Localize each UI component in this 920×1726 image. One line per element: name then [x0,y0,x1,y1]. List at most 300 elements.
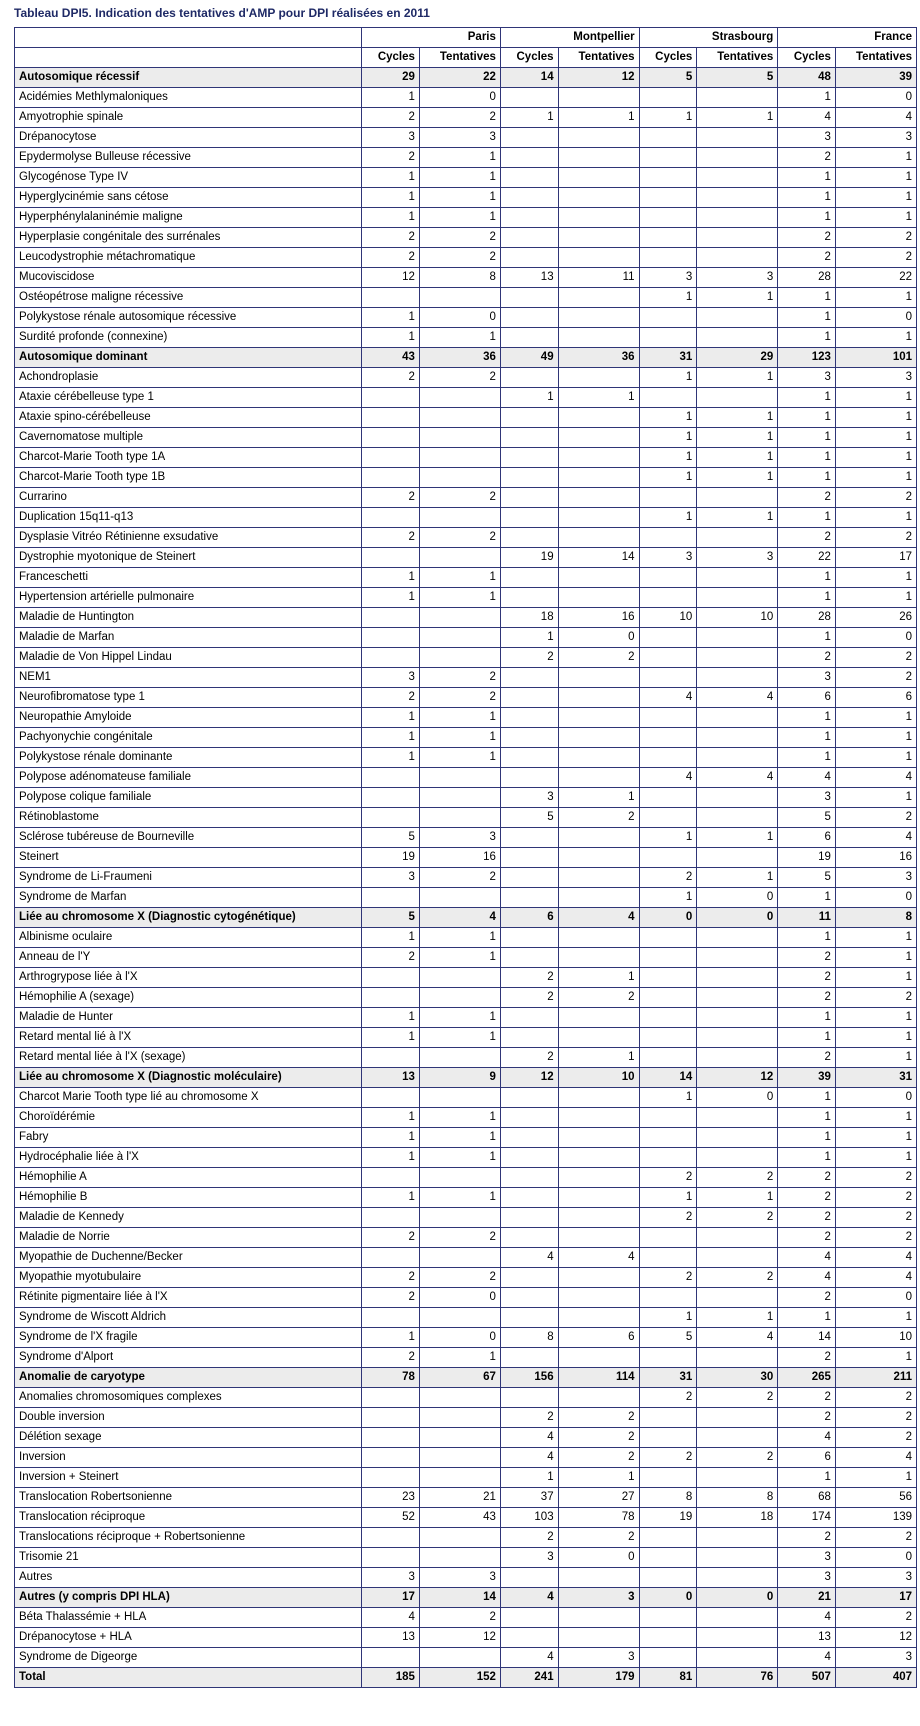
value-cell: 3 [419,128,500,148]
sub-header: Tentatives [697,48,778,68]
value-cell: 19 [778,848,836,868]
value-cell: 5 [778,808,836,828]
value-cell: 2 [778,1288,836,1308]
value-cell: 1 [778,1088,836,1108]
value-cell [558,88,639,108]
value-cell: 1 [778,208,836,228]
value-cell: 1 [362,1148,420,1168]
table-row [15,208,917,228]
value-cell [697,1428,778,1448]
value-cell [500,1228,558,1248]
value-cell [697,628,778,648]
value-cell: 2 [500,1048,558,1068]
value-cell [362,1088,420,1108]
value-cell: 12 [500,1068,558,1088]
value-cell [558,248,639,268]
value-cell: 103 [500,1508,558,1528]
category-row [15,908,917,928]
value-cell [697,168,778,188]
value-cell: 3 [778,1568,836,1588]
value-cell: 78 [558,1508,639,1528]
value-cell: 4 [697,768,778,788]
row-label: Leucodystrophie métachromatique [15,248,362,268]
row-label: Retard mental liée à l'X (sexage) [15,1048,362,1068]
value-cell [419,1168,500,1188]
value-cell: 1 [419,1188,500,1208]
value-cell: 1 [697,508,778,528]
value-cell [500,868,558,888]
table-row [15,1408,917,1428]
value-cell: 2 [778,1208,836,1228]
value-cell [558,1128,639,1148]
table-row [15,688,917,708]
value-cell: 1 [419,208,500,228]
value-cell: 6 [500,908,558,928]
value-cell: 1 [835,948,916,968]
value-cell: 2 [362,1288,420,1308]
value-cell [500,1208,558,1228]
value-cell: 1 [500,628,558,648]
value-cell: 1 [778,628,836,648]
value-cell: 265 [778,1368,836,1388]
value-cell: 179 [558,1668,639,1688]
value-cell [419,388,500,408]
value-cell [500,88,558,108]
value-cell [639,1248,697,1268]
table-row [15,788,917,808]
value-cell: 4 [835,108,916,128]
row-label: Ataxie spino-cérébelleuse [15,408,362,428]
category-row [15,348,917,368]
value-cell [639,668,697,688]
row-label: Maladie de Kennedy [15,1208,362,1228]
value-cell: 2 [362,1228,420,1248]
table-row [15,1388,917,1408]
value-cell: 1 [500,108,558,128]
value-cell: 1 [778,1028,836,1048]
value-cell: 39 [835,68,916,88]
row-label: Syndrome de Li-Fraumeni [15,868,362,888]
value-cell: 1 [558,968,639,988]
value-cell: 1 [835,1028,916,1048]
value-cell [500,1268,558,1288]
value-cell [558,148,639,168]
value-cell: 1 [778,428,836,448]
value-cell [697,1648,778,1668]
value-cell [558,668,639,688]
row-label: Hémophilie A [15,1168,362,1188]
value-cell: 1 [697,368,778,388]
value-cell [419,1548,500,1568]
value-cell [697,928,778,948]
row-label: Albinisme oculaire [15,928,362,948]
value-cell: 1 [362,1188,420,1208]
value-cell: 29 [697,348,778,368]
value-cell: 1 [419,1008,500,1028]
value-cell: 27 [558,1488,639,1508]
value-cell: 1 [419,1348,500,1368]
row-label: Hyperglycinémie sans cétose [15,188,362,208]
value-cell: 37 [500,1488,558,1508]
value-cell [558,848,639,868]
value-cell [639,388,697,408]
table-row [15,1108,917,1128]
value-cell: 12 [419,1628,500,1648]
value-cell: 123 [778,348,836,368]
value-cell [419,608,500,628]
category-row [15,1068,917,1088]
value-cell [500,768,558,788]
value-cell: 1 [639,1088,697,1108]
row-label: Hémophilie B [15,1188,362,1208]
value-cell [500,128,558,148]
value-cell [639,708,697,728]
value-cell: 1 [362,1008,420,1028]
value-cell: 12 [362,268,420,288]
value-cell: 2 [835,1428,916,1448]
table-row [15,1208,917,1228]
row-label: Pachyonychie congénitale [15,728,362,748]
value-cell: 13 [362,1068,420,1088]
value-cell [362,988,420,1008]
value-cell [362,1648,420,1668]
value-cell: 19 [500,548,558,568]
value-cell: 1 [697,428,778,448]
table-row [15,608,917,628]
table-row [15,528,917,548]
table-title: Tableau DPI5. Indication des tentatives d'AMP pour DPI réalisées en 2011 [14,6,430,20]
value-cell: 1 [835,708,916,728]
value-cell: 1 [835,208,916,228]
value-cell [419,508,500,528]
value-cell [697,568,778,588]
table-row [15,868,917,888]
table-row [15,748,917,768]
value-cell: 2 [835,1208,916,1228]
total-row [15,1668,917,1688]
value-cell: 2 [362,1348,420,1368]
table-row [15,1188,917,1208]
value-cell: 2 [639,1268,697,1288]
value-cell [639,1468,697,1488]
value-cell [419,788,500,808]
value-cell: 407 [835,1668,916,1688]
value-cell: 2 [778,948,836,968]
value-cell: 0 [419,1288,500,1308]
value-cell: 4 [500,1248,558,1268]
value-cell: 2 [697,1448,778,1468]
row-label: Drépanocytose + HLA [15,1628,362,1648]
table-row [15,588,917,608]
value-cell: 2 [835,528,916,548]
value-cell [500,708,558,728]
value-cell [419,888,500,908]
value-cell: 1 [639,508,697,528]
value-cell: 1 [362,568,420,588]
value-cell: 1 [835,168,916,188]
value-cell: 3 [835,128,916,148]
value-cell: 43 [419,1508,500,1528]
row-label: Hyperplasie congénitale des surrénales [15,228,362,248]
value-cell: 4 [778,108,836,128]
row-label: Maladie de Marfan [15,628,362,648]
value-cell: 139 [835,1508,916,1528]
value-cell: 2 [500,648,558,668]
value-cell: 81 [639,1668,697,1688]
value-cell [558,528,639,548]
value-cell: 1 [419,1148,500,1168]
value-cell [558,328,639,348]
table-row [15,768,917,788]
value-cell [697,1148,778,1168]
value-cell: 5 [639,68,697,88]
value-cell: 2 [778,1188,836,1208]
row-label: Hydrocéphalie liée à l'X [15,1148,362,1168]
value-cell: 2 [835,1528,916,1548]
region-header: Montpellier [500,28,639,48]
table-row [15,568,917,588]
value-cell: 16 [558,608,639,628]
row-label: Sclérose tubéreuse de Bourneville [15,828,362,848]
value-cell: 1 [835,148,916,168]
value-cell: 13 [778,1628,836,1648]
value-cell: 2 [362,368,420,388]
value-cell: 4 [778,1268,836,1288]
value-cell [500,1148,558,1168]
value-cell: 4 [778,1608,836,1628]
value-cell [362,648,420,668]
value-cell: 3 [639,268,697,288]
value-cell [639,1048,697,1068]
value-cell [362,1248,420,1268]
value-cell: 1 [639,1188,697,1208]
value-cell: 10 [697,608,778,628]
value-cell: 1 [362,308,420,328]
value-cell [500,468,558,488]
value-cell [362,628,420,648]
value-cell: 174 [778,1508,836,1528]
value-cell: 1 [419,708,500,728]
value-cell [558,728,639,748]
value-cell: 2 [558,988,639,1008]
value-cell [362,388,420,408]
value-cell [697,708,778,728]
value-cell [419,1088,500,1108]
value-cell [419,1248,500,1268]
value-cell: 3 [639,548,697,568]
value-cell: 2 [362,248,420,268]
value-cell [500,1568,558,1588]
value-cell: 4 [558,1248,639,1268]
value-cell: 1 [835,448,916,468]
value-cell: 0 [419,88,500,108]
sub-header: Tentatives [835,48,916,68]
value-cell [639,228,697,248]
row-label: Maladie de Hunter [15,1008,362,1028]
value-cell [639,628,697,648]
value-cell [558,288,639,308]
value-cell [419,968,500,988]
value-cell [558,1568,639,1588]
value-cell [639,728,697,748]
row-label: Polypose colique familiale [15,788,362,808]
value-cell: 1 [558,788,639,808]
value-cell: 5 [362,908,420,928]
value-cell [558,1288,639,1308]
category-row [15,1368,917,1388]
row-label: Myopathie de Duchenne/Becker [15,1248,362,1268]
value-cell [697,248,778,268]
table-row [15,1008,917,1028]
value-cell: 1 [778,748,836,768]
value-cell [500,168,558,188]
value-cell: 39 [778,1068,836,1088]
row-label: Neurofibromatose type 1 [15,688,362,708]
value-cell [558,128,639,148]
value-cell: 1 [778,328,836,348]
value-cell: 1 [778,588,836,608]
value-cell: 1 [778,508,836,528]
value-cell: 1 [362,1028,420,1048]
value-cell: 8 [835,908,916,928]
value-cell [639,1348,697,1368]
value-cell [639,1408,697,1428]
value-cell: 52 [362,1508,420,1528]
value-cell: 2 [778,228,836,248]
value-cell [362,608,420,628]
value-cell: 0 [697,1088,778,1108]
value-cell: 1 [500,388,558,408]
value-cell [362,468,420,488]
value-cell [500,888,558,908]
table-row [15,128,917,148]
value-cell [639,1548,697,1568]
value-cell: 1 [639,368,697,388]
value-cell [639,1148,697,1168]
value-cell [639,1628,697,1648]
value-cell: 1 [697,868,778,888]
table-row [15,1428,917,1448]
value-cell [558,1228,639,1248]
row-label: Double inversion [15,1408,362,1428]
value-cell: 0 [419,1328,500,1348]
table-row [15,808,917,828]
value-cell [362,1388,420,1408]
table-row [15,308,917,328]
value-cell: 1 [362,188,420,208]
value-cell: 1 [639,108,697,128]
value-cell: 1 [558,108,639,128]
value-cell [500,668,558,688]
value-cell [500,1628,558,1648]
value-cell: 1 [419,148,500,168]
value-cell: 1 [362,928,420,948]
value-cell: 1 [835,288,916,308]
value-cell: 4 [778,1248,836,1268]
value-cell [362,1408,420,1428]
table-row [15,728,917,748]
value-cell [419,988,500,1008]
table-row [15,328,917,348]
value-cell [639,188,697,208]
value-cell: 4 [500,1588,558,1608]
value-cell: 28 [778,608,836,628]
value-cell: 1 [778,1128,836,1148]
value-cell: 2 [778,1048,836,1068]
value-cell [697,1128,778,1148]
row-label: Polykystose rénale dominante [15,748,362,768]
row-label: Rétinite pigmentaire liée à l'X [15,1288,362,1308]
value-cell: 2 [835,1608,916,1628]
table-row [15,1288,917,1308]
value-cell: 1 [835,788,916,808]
value-cell: 2 [362,228,420,248]
value-cell [558,1608,639,1628]
value-cell [697,1228,778,1248]
value-cell [639,1648,697,1668]
value-cell: 1 [778,188,836,208]
table-row [15,1308,917,1328]
table-row [15,1468,917,1488]
value-cell [697,588,778,608]
value-cell: 1 [835,468,916,488]
value-cell [500,248,558,268]
value-cell: 1 [835,1048,916,1068]
value-cell: 1 [639,408,697,428]
row-label: Syndrome de Marfan [15,888,362,908]
value-cell [558,448,639,468]
value-cell [558,1028,639,1048]
value-cell: 1 [500,1468,558,1488]
value-cell: 8 [500,1328,558,1348]
table-row [15,948,917,968]
value-cell [500,1188,558,1208]
value-cell: 1 [697,408,778,428]
row-label: Fabry [15,1128,362,1148]
value-cell: 19 [639,1508,697,1528]
value-cell: 14 [558,548,639,568]
value-cell [697,848,778,868]
value-cell [697,1248,778,1268]
table-row [15,888,917,908]
value-cell: 16 [835,848,916,868]
table-row [15,668,917,688]
value-cell: 1 [362,1328,420,1348]
value-cell: 241 [500,1668,558,1688]
value-cell: 2 [778,1388,836,1408]
dpi-table [14,27,917,1688]
value-cell [639,88,697,108]
value-cell: 1 [778,568,836,588]
value-cell: 22 [835,268,916,288]
row-label: Duplication 15q11-q13 [15,508,362,528]
value-cell [697,1048,778,1068]
row-label: Total [15,1668,362,1688]
row-label: Cavernomatose multiple [15,428,362,448]
value-cell: 2 [419,1268,500,1288]
value-cell [639,328,697,348]
value-cell: 2 [500,968,558,988]
value-cell [500,1108,558,1128]
value-cell [639,528,697,548]
value-cell: 56 [835,1488,916,1508]
value-cell [558,748,639,768]
row-label: Acidémies Methlymaloniques [15,88,362,108]
value-cell: 3 [558,1588,639,1608]
value-cell: 1 [778,88,836,108]
value-cell [500,1008,558,1028]
value-cell [558,168,639,188]
